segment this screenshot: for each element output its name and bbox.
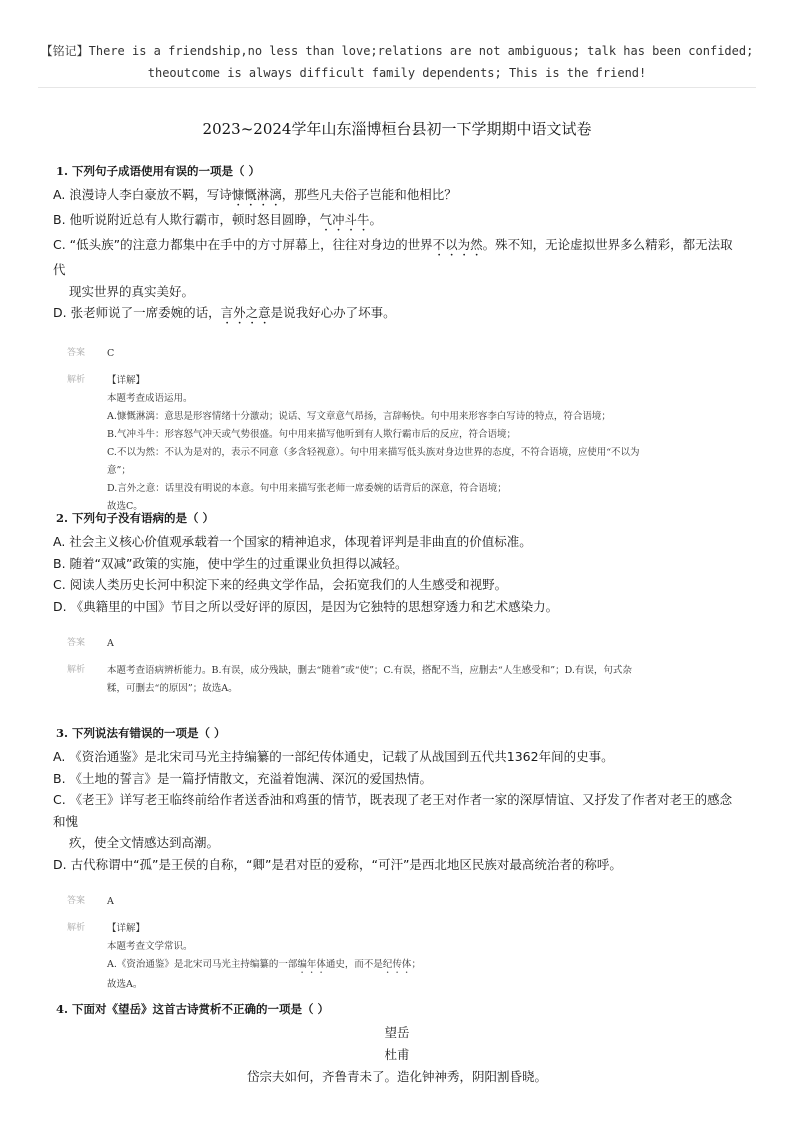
poem-author: 杜甫 — [384, 1047, 410, 1062]
analysis-text: 【详解】 本题考查成语运用。 A.慷慨淋漓：意思是形容情绪十分激动；说话、写文章意气昂扬，言辞畅快。句中用来形容李白写诗的特点，符合语境； B.气冲斗牛：形容怒气冲天或气势很盛。句中用来描写他听到有人欺行霸市后的反应，符合语境； C.不以为然：不认为是对的，表示不同意（多含轻视意）。句中用来描写低头族对身边世界的态度，不符合语境，应使用“不以为 意”； D.言外之意：话里没有明说的本意。句中用来描写张老师一席委婉的话背后的深意，符合语境； 故选C。 — [107, 375, 640, 512]
option-c: C. 《老王》详写老王临终前给作者送香油和鸡蛋的情节，既表现了老王对作者一家的深厚情谊、又抒发了作者对老王的感念和愧 疚，使全文情感达到高潮。 — [53, 792, 733, 850]
poem-line: 岱宗夫如何，齐鲁青未了。造化钟神秀，阴阳割昏晓。 — [246, 1069, 547, 1084]
option-b: B. 《土地的誓言》是一篇抒情散文，充溢着饱满、深沉的爱国热情。 — [53, 770, 433, 786]
question-stem: 2. 下列句子没有语病的是（ ） — [56, 511, 215, 525]
question-stem: 4. 下面对《望岳》这首古诗赏析不正确的一项是（ ） — [56, 1002, 330, 1016]
option-b: B. 随着“双减”政策的实施，使中学生的过重课业负担得以减轻。 — [53, 555, 408, 571]
question-3 — [53, 724, 743, 994]
option-d: D. 《典籍里的中国》节目之所以受好评的原因，是因为它独特的思想穿透力和艺术感染力。 — [53, 598, 559, 614]
answer-value: A — [107, 896, 114, 907]
motto — [30, 40, 764, 84]
answer-block — [53, 893, 743, 994]
option-c: C. “低头族”的注意力都集中在手中的方寸屏幕上，往往对身边的世界不以为然。殊不知，无论虚拟世界多么精彩，都无法取代 现实世界的真实美好。 — [53, 237, 733, 299]
option-a: A. 社会主义核心价值观承载着一个国家的精神追求，体现着评判是非曲直的价值标准。 — [53, 534, 532, 549]
motto-line-2: theoutcome is always difficult family dependents; This is the friend! — [147, 66, 647, 80]
question-1 — [53, 162, 743, 516]
analysis-label: 解析 — [67, 923, 86, 933]
poem — [0, 1022, 794, 1088]
answer-label: 答案 — [67, 896, 86, 906]
answer-value: A — [107, 638, 114, 649]
question-4 — [53, 1000, 743, 1022]
question-2 — [53, 509, 743, 698]
analysis-text: 本题考查语病辨析能力。B.有误，成分残缺，删去“随着”或“使”；C.有误，搭配不当，应删去“人生感受和”；D.有误，句式杂 糅，可删去“的原因”；故选A。 — [107, 665, 632, 694]
option-d: D. 张老师说了一席委婉的话，言外之意是说我好心办了坏事。 — [53, 305, 396, 320]
answer-block — [53, 345, 743, 516]
page-title: 2023~2024学年山东淄博桓台县初一下学期期中语文试卷 — [202, 120, 592, 138]
answer-block — [53, 635, 743, 698]
answer-label: 答案 — [67, 638, 86, 648]
question-stem: 1. 下列句子成语使用有误的一项是（ ） — [56, 164, 261, 178]
option-a: A. 浪漫诗人李白豪放不羁，写诗慷慨淋漓，那些凡夫俗子岂能和他相比？ — [53, 187, 457, 202]
motto-line-1: 【铭记】There is a friendship,no less than love;relations are not ambiguous; talk has been confided; — [40, 44, 754, 58]
analysis-label: 解析 — [67, 665, 86, 675]
option-c: C. 阅读人类历史长河中积淀下来的经典文学作品，会拓宽我们的人生感受和视野。 — [53, 577, 508, 592]
analysis-text: 【详解】 本题考查文学常识。 A.《资治通鉴》是北宋司马光主持编纂的一部编年体通史，而不是纪传体； 故选A。 — [107, 923, 421, 990]
answer-label: 答案 — [67, 348, 86, 358]
poem-title: 望岳 — [384, 1025, 410, 1040]
option-d: D. 古代称谓中“孤”是王侯的自称，“卿”是君对臣的爱称，“可汗”是西北地区民族对最高统治者的称呼。 — [53, 856, 622, 872]
question-stem: 3. 下列说法有错误的一项是（ ） — [56, 726, 226, 740]
header-divider — [38, 87, 756, 88]
option-b: B. 他听说附近总有人欺行霸市，顿时怒目圆睁，气冲斗牛。 — [53, 212, 383, 227]
answer-value: C — [107, 348, 115, 359]
option-a: A. 《资治通鉴》是北宋司马光主持编纂的一部纪传体通史，记载了从战国到五代共1362年间的史事。 — [53, 749, 614, 764]
analysis-label: 解析 — [67, 375, 86, 385]
